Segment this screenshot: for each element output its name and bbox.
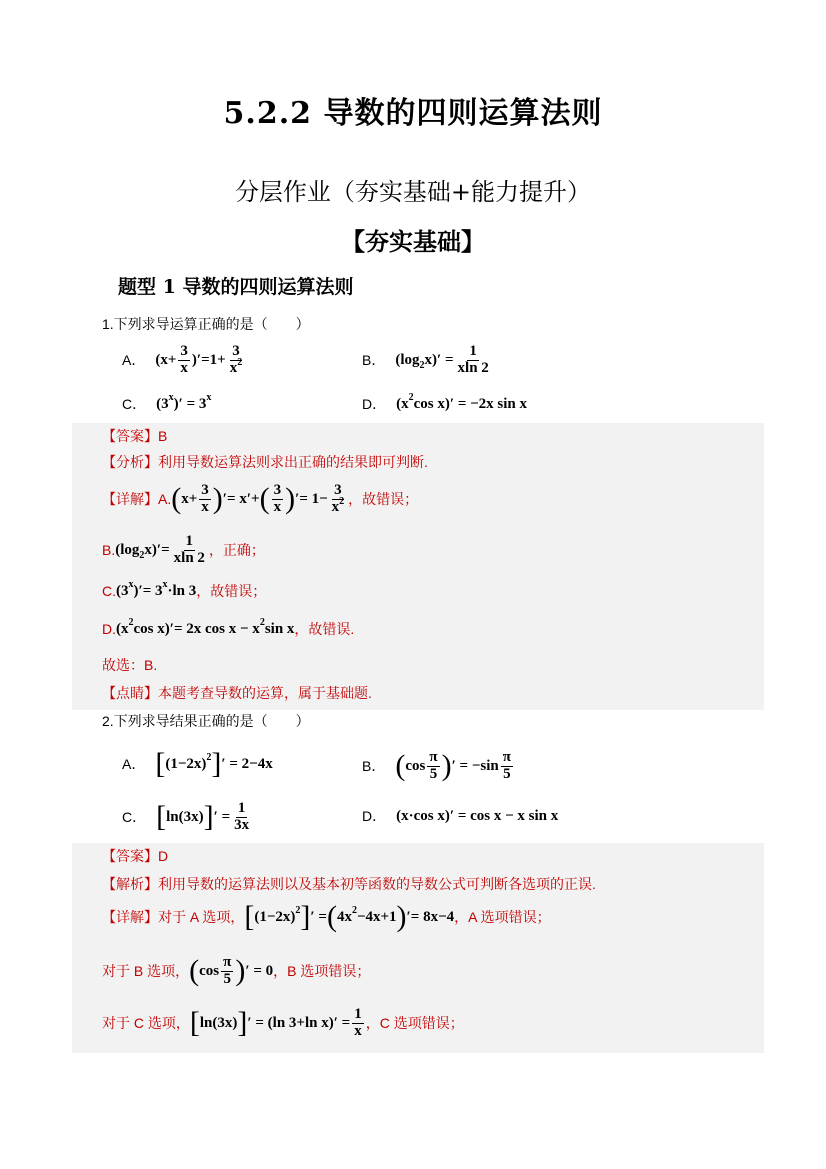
detail-suffix: ，B 选项错误；	[273, 963, 371, 980]
answer-tag: 【答案】	[102, 848, 158, 864]
option-label: A．	[122, 352, 146, 369]
detail-prefix: B.	[102, 542, 116, 559]
q1-analysis	[102, 452, 428, 472]
math-expression: (x 2 cos x)′ = −2x sin x	[396, 391, 528, 412]
q2-option-a	[122, 747, 273, 780]
page-subtitle: 分层作业（夯实基础+能力提升）	[234, 178, 592, 206]
q1-option-c	[122, 391, 212, 414]
comment-text: 本题考查导数的运算，属于基础题.	[158, 685, 372, 701]
detail-tag: 【详解】	[102, 909, 158, 925]
option-label: D．	[362, 396, 387, 412]
option-label: B．	[362, 352, 386, 369]
option-label: B．	[362, 758, 386, 775]
q1-detail-a	[102, 483, 418, 516]
math-expression: (x+ $\frac{3}{x}$ )′=1+ $\frac{3}{x^2}$	[155, 343, 243, 376]
math-expression: (3 x )′= 3 x ·ln 3	[116, 578, 197, 599]
math-expression: (log 2 x)′= $\frac{1}{xln 2}$	[115, 533, 205, 566]
question-2-stem: 2.下列求导结果正确的是（ ）	[102, 713, 310, 729]
detail-suffix: ，故错误；	[348, 491, 419, 508]
q1-option-b	[362, 344, 493, 377]
q1-answer	[102, 426, 167, 446]
math-expression: ( x+ $\frac{3}{x}$ ) ′= x′+ ( $\frac{3}{x}$ ) ′= 1− $\frac{3}{x^2}$	[171, 482, 345, 516]
q2-detail-a	[102, 900, 551, 933]
answer-tag: 【答案】	[102, 428, 158, 444]
q1-option-a	[122, 344, 246, 377]
math-expression: [ (1−2x) 2 ] ′ = ( 4x 2 −4x+1 ) ′= 8x−4	[244, 900, 455, 933]
detail-prefix: 对于 C 选项，	[102, 1015, 190, 1032]
q2-detail-b	[102, 955, 370, 988]
analysis-text: 利用导数的运算法则以及基本初等函数的导数公式可判断各选项的正误.	[158, 876, 596, 892]
q1-option-d	[362, 391, 528, 414]
detail-suffix: ，故错误；	[196, 583, 267, 599]
math-expression: (x·cos x)′ = cos x − x sin x	[396, 807, 559, 824]
detail-prefix: A.	[158, 491, 172, 508]
detail-prefix: D.	[102, 621, 116, 637]
q1-choose	[102, 655, 157, 675]
math-expression: [ (1−2x) 2 ] ′ = 2−4x	[155, 747, 273, 780]
q1-detail-c	[102, 578, 267, 601]
question-1-stem: 1.下列求导运算正确的是（ ）	[102, 316, 310, 332]
math-expression: ( cos $\frac{\pi}{5}$ ) ′ = 0	[189, 954, 274, 988]
comment-tag: 【点睛】	[102, 685, 158, 701]
page-title: 5.2.2 导数的四则运算法则	[223, 96, 603, 131]
section-heading: 【夯实基础】	[341, 227, 485, 256]
math-expression: [ ln(3x) ] ′ = (ln 3+ln x)′ = $\frac{1}{x}$	[189, 1006, 362, 1040]
answer-value: B	[158, 428, 168, 444]
q1-detail-d	[102, 616, 355, 639]
option-label: A．	[122, 756, 146, 772]
math-expression: (log 2 x)′ = $\frac{1}{xln 2}$	[395, 343, 489, 376]
q2-option-c	[122, 801, 253, 834]
option-label: C．	[122, 809, 147, 826]
detail-prefix: 对于 B 选项，	[102, 963, 190, 980]
option-label: D．	[362, 808, 387, 824]
q1-comment	[102, 683, 372, 703]
option-label: C．	[122, 396, 147, 412]
analysis-text: 利用导数运算法则求出正确的结果即可判断.	[158, 454, 428, 470]
detail-tag: 【详解】	[102, 491, 158, 508]
q2-option-b	[362, 750, 515, 783]
q2-answer	[102, 846, 168, 866]
math-expression: ( cos $\frac{\pi}{5}$ ) ′ = −sin $\frac{\pi}{5}$	[395, 749, 511, 783]
analysis-tag: 【分析】	[102, 454, 158, 470]
q2-analysis	[102, 874, 596, 894]
q1-detail-b	[102, 534, 265, 567]
q2-detail-c	[102, 1007, 464, 1040]
answer-value: D	[158, 848, 169, 864]
detail-suffix: ，C 选项错误；	[365, 1015, 464, 1032]
detail-suffix: ，正确；	[208, 542, 265, 559]
detail-prefix: C.	[102, 583, 116, 599]
math-expression: [ ln(3x) ] ′ = $\frac{1}{3x}$	[156, 800, 250, 834]
detail-prefix: 对于 A 选项，	[158, 909, 245, 925]
math-expression: (3 x )′ = 3 x	[156, 391, 212, 412]
question-type-heading: 题型 1 导数的四则运算法则	[118, 276, 354, 298]
detail-suffix: ，A 选项错误；	[454, 909, 551, 925]
choose-text: 故选：B.	[102, 657, 158, 673]
analysis-tag: 【解析】	[102, 876, 158, 892]
math-expression: (x 2 cos x)′= 2x cos x − x 2 sin x	[116, 616, 295, 637]
detail-suffix: ，故错误.	[294, 621, 355, 637]
q2-option-d	[362, 806, 558, 826]
